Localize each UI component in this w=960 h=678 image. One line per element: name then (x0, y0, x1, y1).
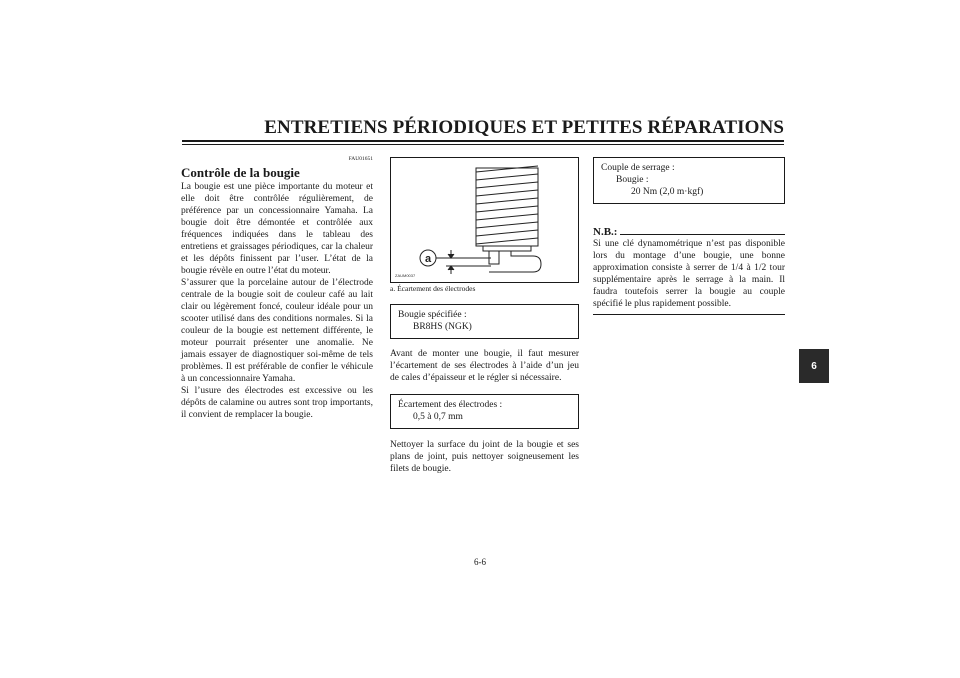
spec-label: Bougie spécifiée : (398, 310, 467, 320)
paragraph: Nettoyer la surface du joint de la bougie et ses plans de joint, puis nettoyer soigneusement les filets de bougie. (390, 440, 579, 474)
paragraph: Avant de monter une bougie, il faut mesurer l’écartement de ses électrodes à l’aide d’un jeu de cales d’épaisseur et le régler si nécessaire. (390, 349, 579, 383)
section-title: Contrôle de la bougie (181, 165, 300, 180)
chapter-tab: 6 (799, 349, 829, 383)
spec-value: BR8HS (NGK) (413, 322, 472, 332)
paragraph: Si l’usure des électrodes est excessive ou les dépôts de calamine ou autres sont trop importants, il convient de remplacer la bougie. (181, 386, 373, 420)
note-text: Si une clé dynamométrique n’est pas disponible lors du montage d’une bougie, une bonne approximation consiste à serrer de 1/4 à 1/2 tour supplémentaire après le serrage à la main. Il faudra toutefois serrer la bougie au couple spécifié le plus rapidement possible. (593, 239, 785, 309)
spark-plug-spec-box (390, 304, 579, 339)
spark-plug-illustration (391, 158, 578, 282)
paragraph: La bougie est une pièce importante du moteur et elle doit être contrôlée régulièrement, de préférence par un concessionnaire Yamaha. La bougie doit être démontée et contrôlée aux fréquences indiquées dans le tableau des entretiens et graissages périodiques, car la chaleur et les dépôts finissent par l’user. L’état de la bougie révèle en outre l’état du moteur. (181, 182, 373, 276)
left-column (181, 156, 373, 421)
header-rule (182, 140, 784, 142)
page-header-title: ENTRETIENS PÉRIODIQUES ET PETITES RÉPARATIONS (264, 117, 784, 138)
figure-code: ZAUM0037 (395, 273, 416, 278)
note-rule (620, 234, 785, 235)
spark-plug-figure (390, 157, 579, 283)
right-column (593, 157, 785, 315)
note-header (593, 226, 785, 238)
page-number: 6-6 (474, 557, 486, 567)
spec-label: Couple de serrage : (601, 163, 675, 173)
figure-callout-a: a (424, 253, 432, 265)
header-rule-thin (182, 144, 784, 145)
note-end-rule (593, 314, 785, 315)
spec-value: 20 Nm (2,0 m·kgf) (631, 187, 704, 197)
spec-sublabel: Bougie : (616, 175, 649, 185)
spec-value: 0,5 à 0,7 mm (413, 412, 463, 422)
spec-label: Écartement des électrodes : (398, 400, 503, 410)
torque-spec-box (593, 157, 785, 204)
section-code: FAU01651 (348, 156, 373, 162)
electrode-gap-spec-box (390, 394, 579, 429)
note-title: N.B.: (593, 226, 618, 238)
paragraph: S’assurer que la porcelaine autour de l’électrode centrale de la bougie soit de couleur café au lait clair ou légèrement foncé, couleur idéale pour un scooter utilisé dans des conditions normales. Si la couleur de la bougie est nettement différente, le moteur pourrait présenter une anomalie. Ne jamais essayer de diagnostiquer soi-même de tels problèmes. Il est préférable de confier le véhicule à un concessionnaire Yamaha. (181, 278, 373, 384)
figure-caption: a. Écartement des électrodes (390, 284, 476, 293)
middle-column (390, 157, 579, 475)
